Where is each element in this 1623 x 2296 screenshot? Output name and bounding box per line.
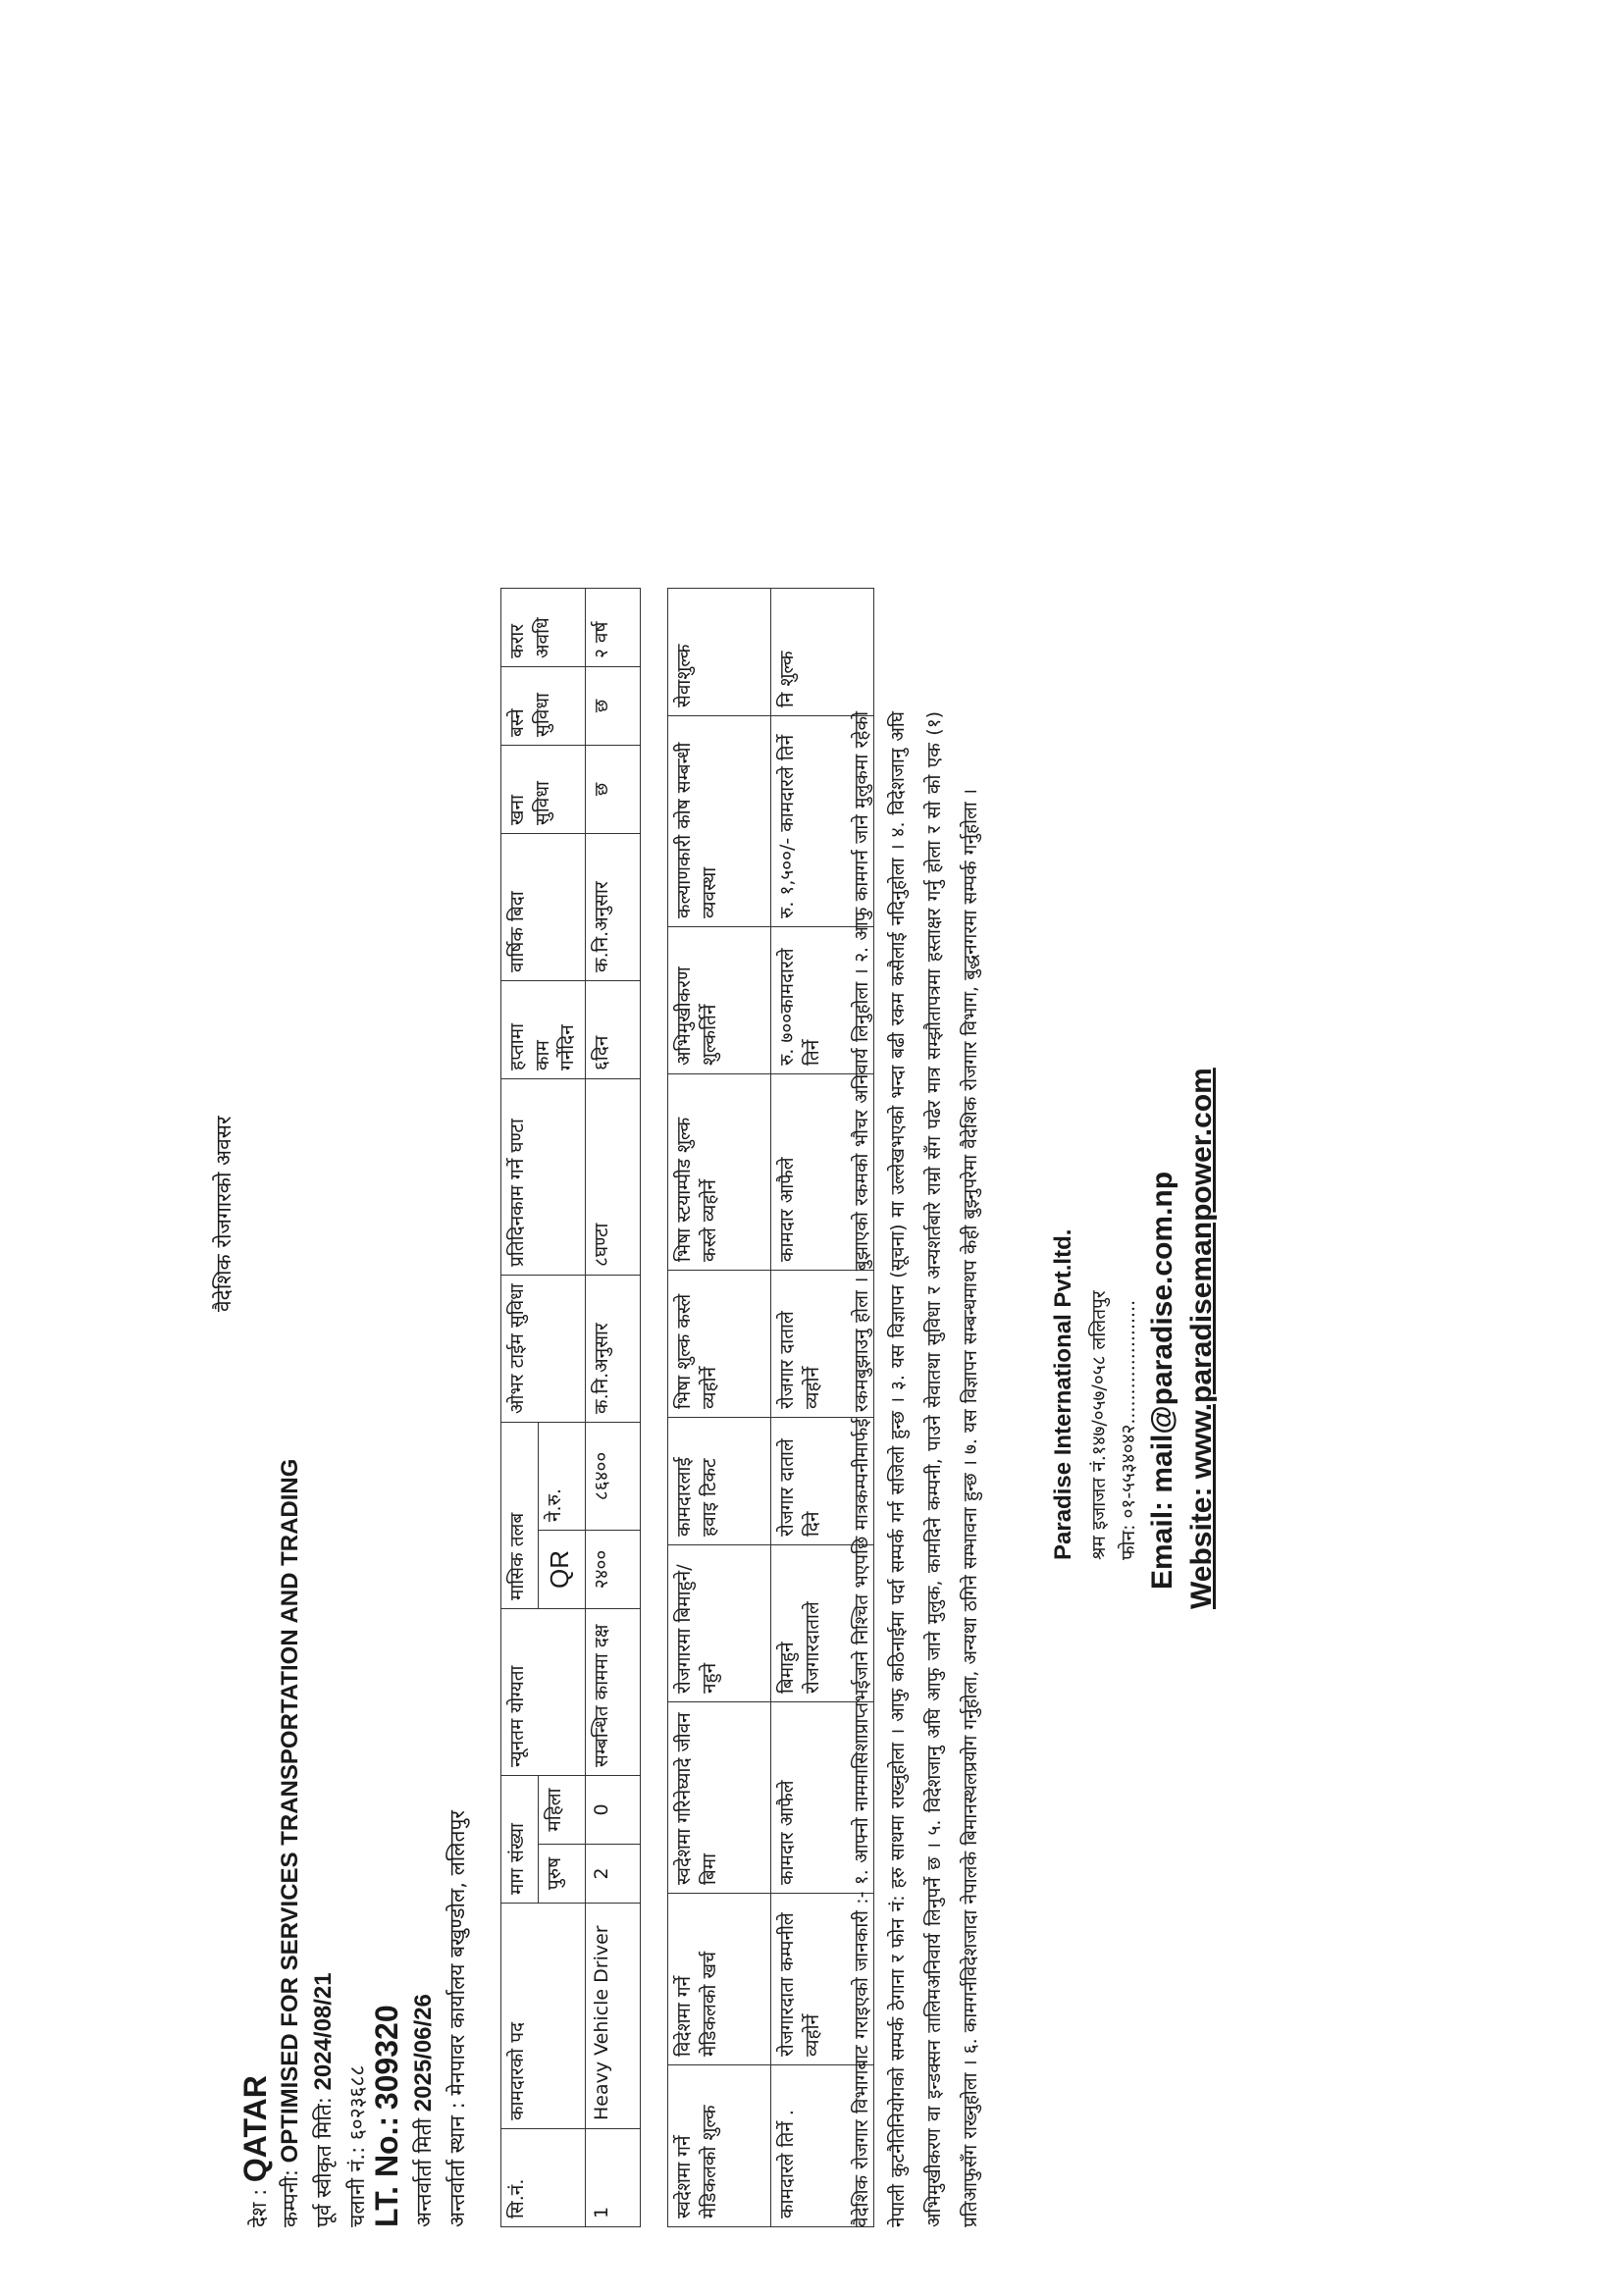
company-name: OPTIMISED FOR SERVICES TRANSPORTATION AND TRADING: [277, 1458, 303, 2164]
fee-service-fee: नि शुल्क: [771, 589, 874, 716]
interview-date-line: अन्तर्वार्ता मिती 2025/06/26: [410, 1994, 437, 2227]
cell-salary-npr: ८६४००: [585, 1422, 640, 1530]
header-salary-qr: QR: [538, 1530, 585, 1608]
agency-phone: फोन: ०१-५५३४०४२.....................: [1118, 1299, 1139, 1560]
header-food: खना सुविधा: [501, 745, 586, 833]
fee-header-foreign-medical: विदेशमा गर्ने मेडिकलको खर्च: [668, 1894, 771, 2065]
agency-website: Website: www.paradisemanpower.com: [1185, 1068, 1218, 1609]
fee-domestic-medical: कामदारले तिर्ने .: [771, 2065, 874, 2227]
cell-annual-leave: क.नि.अनुसार: [585, 833, 640, 980]
header-male: पुरुष: [538, 1845, 585, 1904]
agency-name: Paradise International Pvt.ltd.: [1050, 1228, 1076, 1560]
country-line: देश : QATAR: [237, 2075, 273, 2227]
cell-position: Heavy Vehicle Driver: [585, 1904, 640, 2129]
document-title: वैदेशिक रोजगारको अवसर: [212, 1116, 236, 1312]
fee-header-orientation: अभिमुखीकरण शुल्कर्तिर्ने: [668, 927, 771, 1074]
approval-line: पूर्व स्वीकृत मिति: 2024/08/21: [310, 1972, 337, 2227]
chalani-line: चलानी नं.: ६०२३६८८: [345, 2064, 369, 2227]
approval-date: 2024/08/21: [310, 1972, 337, 2091]
fee-orientation: रु. ७००कामदारले तिर्ने: [771, 927, 874, 1074]
header-annual-leave: वार्षिक बिदा: [501, 833, 586, 980]
cell-female: 0: [585, 1775, 640, 1844]
fee-air-ticket: रोजगार दाताले दिने: [771, 1418, 874, 1545]
cell-qualification: सम्बन्धित काममा दक्ष: [585, 1608, 640, 1775]
interview-date: 2025/06/26: [410, 1994, 437, 2113]
fee-header-service-fee: सेवाशुल्क: [668, 589, 771, 716]
header-contract: करार अवधि: [501, 588, 586, 666]
header-salary: मासिक तलब: [501, 1422, 539, 1608]
fee-header-welfare-fund: कल्याणकारी कोष सम्बन्धी व्यवस्था: [668, 716, 771, 927]
header-female: महिला: [538, 1775, 585, 1844]
header-weekly-days: हप्तामा काम गर्नेदिन: [501, 980, 586, 1078]
fee-employment-insurance: बिमाहुने रोजगारदाताले: [771, 1545, 874, 1702]
fee-life-insurance: कामदार आफैले: [771, 1702, 874, 1894]
cell-overtime: क.नि.अनुसार: [585, 1275, 640, 1422]
agency-license: श्रम इजाजत नं.१४७/०५७/०५८ ललितपुर: [1088, 1290, 1110, 1560]
fee-header-visa-stamping: भिषा स्टयाम्पीड शुल्क कस्ले व्यहोर्ने: [668, 1074, 771, 1271]
cell-sn: 1: [585, 2129, 640, 2227]
country: QATAR: [237, 2075, 273, 2183]
table-header-row: [501, 588, 539, 2226]
cell-contract: २ वर्ष: [585, 588, 640, 666]
cell-weekly-days: ६दिन: [585, 980, 640, 1078]
header-salary-npr: ने.रु.: [538, 1422, 585, 1530]
cell-accommodation: छ: [585, 666, 640, 745]
header-daily-hours: प्रतिदिनकाम गर्ने घण्टा: [501, 1078, 586, 1275]
fee-header-row: [668, 589, 771, 2227]
header-qualification: न्यूनतम योग्यता: [501, 1608, 586, 1775]
interview-place: अन्तर्वार्ता स्थान : मेनपावर कार्यालय बखुण्डोल, ललितपुर: [445, 1810, 469, 2227]
header-overtime: ओभर टाईम सुविधा: [501, 1275, 586, 1422]
rotated-page: [167, 137, 1472, 2296]
table-row: [585, 588, 640, 2226]
chalani-number: ६०२३६८८: [345, 2064, 369, 2141]
agency-email: Email: mail@paradise.com.np: [1146, 1171, 1178, 1590]
cell-male: 2: [585, 1845, 640, 1904]
company-line: कम्पनी: OPTIMISED FOR SERVICES TRANSPORTATION AND TRADING: [277, 1458, 303, 2227]
header-demand: माग संख्या: [501, 1775, 539, 1903]
fee-header-employment-insurance: रोजगारमा बिमाहुने/नहुने: [668, 1545, 771, 1702]
header-accommodation: बस्ने सुविधा: [501, 666, 586, 745]
fee-header-life-insurance: स्वदेशमा गरिनेघ्यादे जीवन बिमा: [668, 1702, 771, 1894]
fee-visa-fee: रोजगार दाताले व्यहोर्ने: [771, 1271, 874, 1418]
fee-header-visa-fee: भिषा शुल्क कस्ले व्यहोर्ने: [668, 1271, 771, 1418]
cell-food: छ: [585, 745, 640, 833]
fee-welfare-fund: रु. १,५००/- कामदारले तिर्ने: [771, 716, 874, 927]
lt-number: 309320: [369, 2005, 404, 2111]
fee-header-domestic-medical: स्वदेशमा गर्ने मेडिकलको शुल्क: [668, 2065, 771, 2227]
cell-salary-qr: २४००: [585, 1530, 640, 1608]
job-table: [500, 588, 641, 2227]
fee-foreign-medical: रोजगारदाता कम्पनीले व्यहोर्ने: [771, 1894, 874, 2065]
department-notes: वैदेशिक रोजगार विभागबाट गराइएको जानकारी :- १. आफ्नो नाममासिशाप्राप्तभईजाने निश्चित भएपछि मात्रकम्पनीमार्फई रकमबुझाउनु होला । बुझाएको रकमको भौचर अनिवार्य लिनुहोला । २. आफु कामगर्न जाने मुलुकमा रहेको नेपाली कुटनैतिनियोगको सम्पर्क ठेगाना र फोन नं: हरु साथमा राख्नुहोला । आफु कठिनाईमा पर्दा सम्पर्क गर्न सजिलो हुन्छ । ३. यस विज्ञापन (सूचना) मा उल्लेखभएको भन्दा बढी रकम कसैलाई नदिनुहोला । ४. विदेशजानु अघि अभिमुखीकरण वा इन्डक्सन तालिमअनिवार्य लिनुपर्ने छ । ५. विदेशजानु अघि आफु जाने मुलुक, कामदिने कम्पनी, पाउने सेवातथा सुविधा र अन्यशर्तबारे राम्रो सँग पढेर मात्र सम्झौतापत्रमा हस्ताक्षर गर्नु होला र सो को एक (१) प्रतिआफुसँग राख्नुहोला । ६. कामगर्नविदेशजादा नेपालके बिमानस्थलप्रयोग गर्नुहोला, अन्यथा ठगिने सम्भावना हुन्छ । ७. यस विज्ञापन सम्बन्धमाथप केही बुझ्नुपरेमा वैदेशिक रोजगार विभाग, बुद्धनगरमा सम्पर्क गर्नुहोला ।: [851, 711, 982, 2227]
header-position: कामदारको पद: [501, 1904, 586, 2129]
cell-daily-hours: ८घण्टा: [585, 1078, 640, 1275]
header-sn: सि.नं.: [501, 2129, 586, 2227]
lt-line: LT. No.: 309320: [369, 2005, 404, 2227]
fee-header-air-ticket: कामदारलाई हवाइ टिकट: [668, 1418, 771, 1545]
fee-visa-stamping: कामदार आफैले: [771, 1074, 874, 1271]
